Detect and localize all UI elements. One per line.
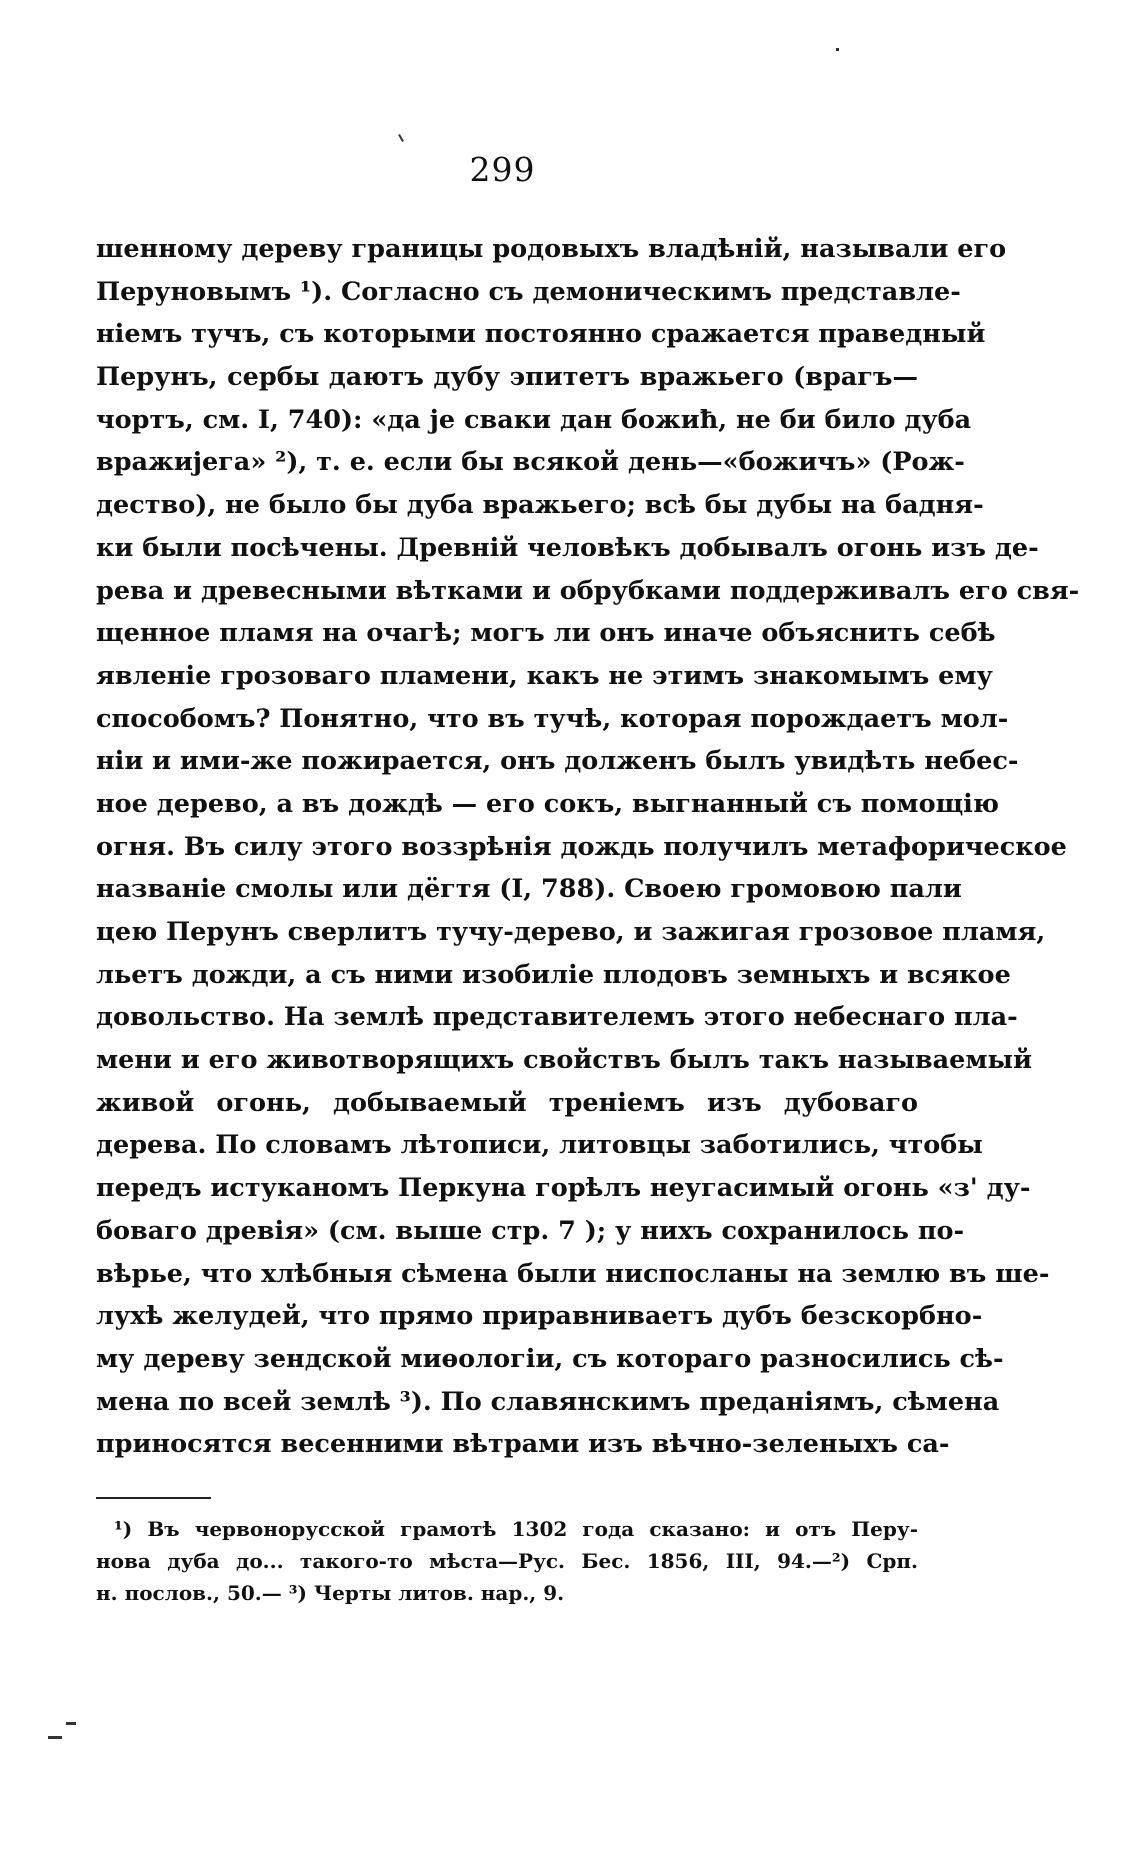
footnotes	[96, 1513, 918, 1609]
text-line: дество), не было бы дуба вражьего; всѣ бы дубы на бадня-	[96, 490, 984, 521]
text-line: названіе смолы или дёгтя (I, 788). Своею громовою пали	[96, 874, 962, 905]
text-line: способомъ? Понятно, что въ тучѣ, которая порождаетъ мол-	[96, 703, 1009, 734]
text-line: дерева. По словамъ лѣтописи, литовцы заботились, чтобы	[96, 1130, 983, 1161]
text-line: довольство. На землѣ представителемъ этого небеснаго пла-	[96, 1002, 1018, 1033]
text-line: приносятся весенними вѣтрами изъ вѣчно-зеленыхъ са-	[96, 1429, 950, 1460]
text-line: ніи и ими-же пожирается, онъ долженъ былъ увидѣть небес-	[96, 746, 1019, 777]
footnote-divider	[96, 1497, 211, 1499]
text-line: боваго древія» (см. выше стр. 7 ); у нихъ сохранилось по-	[96, 1215, 965, 1246]
text-line: Перуновымъ ¹). Согласно съ демоническимъ представле-	[96, 276, 961, 307]
text-line: живой огонь, добываемый треніемъ изъ дубоваго	[96, 1087, 918, 1118]
text-line: шенному дереву границы родовыхъ владѣній, называли его	[96, 234, 1007, 264]
text-line: ніемъ тучъ, съ которыми постоянно сражается праведный	[96, 319, 986, 350]
text-line: льетъ дожди, а съ ними изобиліе плодовъ земныхъ и всякое	[96, 959, 1011, 990]
body-text	[96, 228, 1080, 1466]
text-line: лухѣ желудей, что прямо приравниваетъ дубъ безскорбно-	[96, 1301, 983, 1332]
text-line: явленіе грозоваго пламени, какъ не этимъ знакомымъ ему	[96, 660, 993, 691]
footnote-line: нова дуба до... такого-то мѣста—Рус. Бес. 1856, III, 94.—²) Срп.	[96, 1549, 918, 1573]
text-line: вѣрье, что хлѣбныя сѣмена были ниспосланы на землю въ ше-	[96, 1258, 1050, 1289]
text-line: щенное пламя на очагѣ; могъ ли онъ иначе объяснить себѣ	[96, 618, 996, 649]
page-number: 299	[469, 150, 536, 189]
text-line: ное дерево, а въ дождѣ — его сокъ, выгнанный съ помощію	[96, 788, 1000, 819]
scan-speck	[66, 1722, 76, 1725]
text-line: мена по всей землѣ ³). По славянскимъ преданіямъ, сѣмена	[96, 1386, 1000, 1417]
scan-speck	[48, 1736, 62, 1739]
text-line: Перунъ, сербы даютъ дубу эпитетъ вражьего (врагъ—	[96, 362, 918, 393]
text-line: мени и его животворящихъ свойствъ былъ такъ называемый	[96, 1045, 1033, 1076]
scan-speck	[398, 134, 404, 142]
text-line: ки были посѣчены. Древній человѣкъ добывалъ огонь изъ де-	[96, 532, 1039, 563]
text-line: передъ истуканомъ Перкуна горѣлъ неугасимый огонь «з' ду-	[96, 1173, 1031, 1204]
text-line: цею Перунъ сверлитъ тучу-дерево, и зажигая грозовое пламя,	[96, 917, 1046, 947]
text-line: вражиjега» ²), т. е. если бы всякой день—«божичъ» (Рож-	[96, 447, 965, 478]
text-line: чортъ, см. I, 740): «да је сваки дан божиħ, не би било дуба	[96, 404, 972, 435]
text-line: огня. Въ силу этого воззрѣнія дождь получилъ метафорическое	[96, 831, 1067, 862]
footnote-line: н. послов., 50.— ³) Черты литов. нар., 9.	[96, 1581, 565, 1605]
text-line: рева и древесными вѣтками и обрубками поддерживалъ его свя-	[96, 575, 1080, 606]
text-line: му дереву зендской миѳологіи, съ котораго разносились сѣ-	[96, 1343, 1004, 1374]
scan-speck	[836, 48, 839, 51]
footnote-line: ¹) Въ червонорусской грамотѣ 1302 года сказано: и отъ Перу-	[114, 1517, 918, 1541]
